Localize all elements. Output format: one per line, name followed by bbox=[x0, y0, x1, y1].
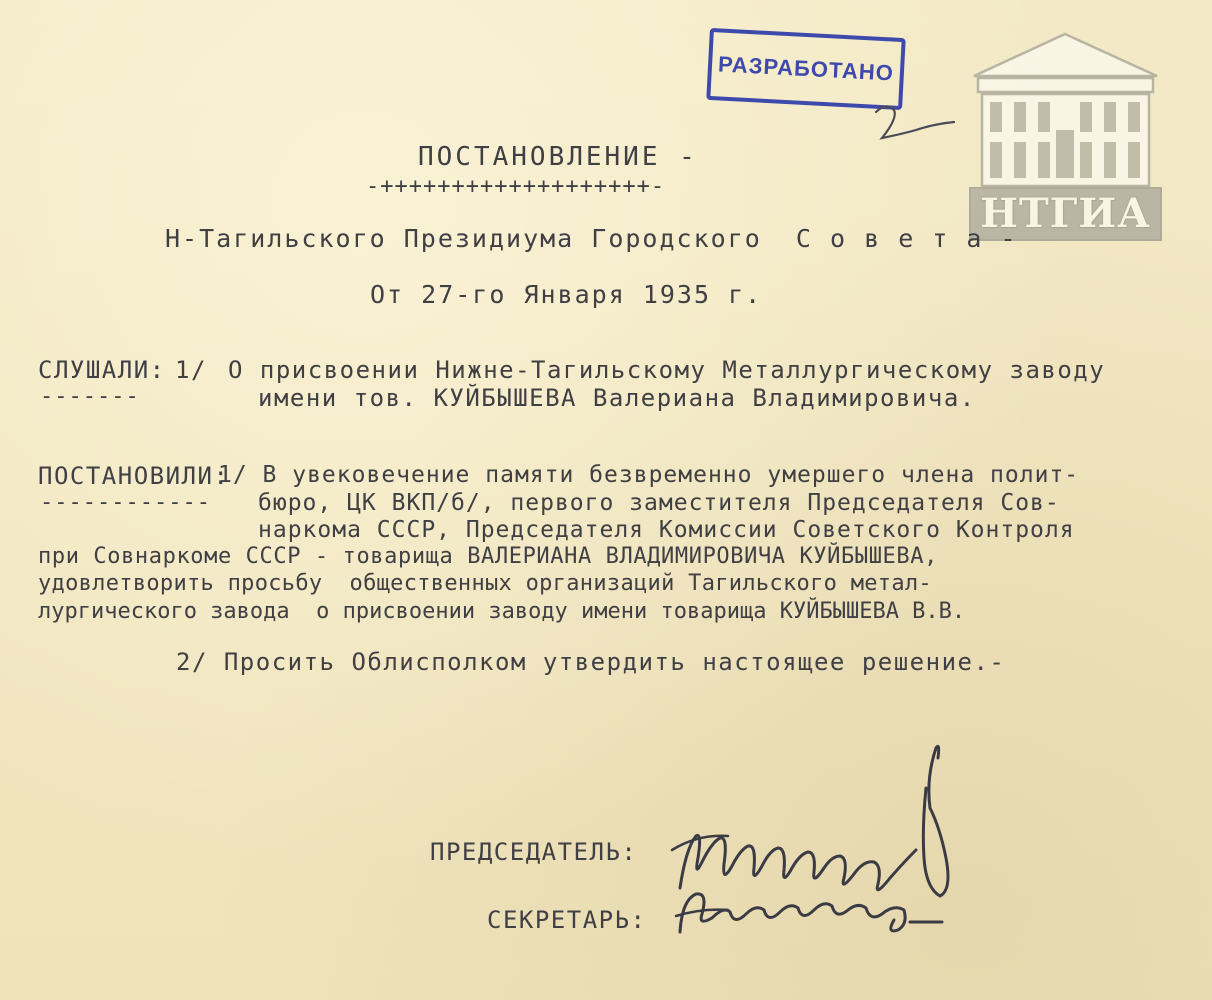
resolved-line-1: 1/ В увековечение памяти безвременно умершего члена полит- bbox=[218, 462, 1080, 488]
resolved-line-5: удовлетворить просьбу общественных организаций Тагильского метал- bbox=[38, 571, 932, 596]
heard-number: 1/ bbox=[175, 356, 207, 384]
resolved-line-6: лургического завода о присвоении заводу имени товарища КУЙБЫШЕВА В.В. bbox=[38, 599, 966, 624]
heard-line-1: О присвоении Нижне-Тагильскому Металлургическому заводу bbox=[228, 356, 1106, 384]
heard-label: СЛУШАЛИ: bbox=[38, 356, 166, 384]
title-underline: -+++++++++++++++++++- bbox=[366, 174, 666, 199]
heard-underline: ------- bbox=[40, 384, 140, 409]
secretary-label: СЕКРЕТАРЬ: bbox=[487, 906, 647, 934]
document-subtitle: Н-Тагильского Президиума Городского С о в е т а - bbox=[165, 224, 1018, 253]
resolved-point-2: 2/ Просить Облисполком утвердить настоящее решение.- bbox=[176, 648, 1006, 676]
document-date: От 27-го Января 1935 г. bbox=[370, 280, 763, 309]
document-title: ПОСТАНОВЛЕНИЕ - bbox=[418, 142, 698, 172]
stamp-text: РАЗРАБОТАНО bbox=[717, 51, 895, 86]
handwritten-mark bbox=[872, 100, 962, 150]
resolved-line-4: при Совнаркоме СССР - товарища ВАЛЕРИАНА ВЛАДИМИРОВИЧА КУЙБЫШЕВА, bbox=[38, 544, 938, 569]
resolved-line-2: бюро, ЦК ВКП/б/, первого заместителя Председателя Сов- bbox=[258, 490, 1060, 516]
chairman-label: ПРЕДСЕДАТЕЛЬ: bbox=[430, 838, 638, 866]
resolved-underline: ------------ bbox=[40, 490, 211, 515]
resolved-line-3: наркома СССР, Председателя Комиссии Советского Контроля bbox=[258, 517, 1075, 543]
secretary-signature bbox=[672, 880, 952, 950]
watermark-text: НТГИА bbox=[980, 190, 1151, 237]
archive-watermark bbox=[968, 30, 1163, 245]
resolved-label: ПОСТАНОВИЛИ: bbox=[38, 462, 230, 490]
developed-stamp bbox=[706, 28, 905, 110]
heard-line-2: имени тов. КУЙБЫШЕВА Валериана Владимировича. bbox=[258, 384, 976, 412]
